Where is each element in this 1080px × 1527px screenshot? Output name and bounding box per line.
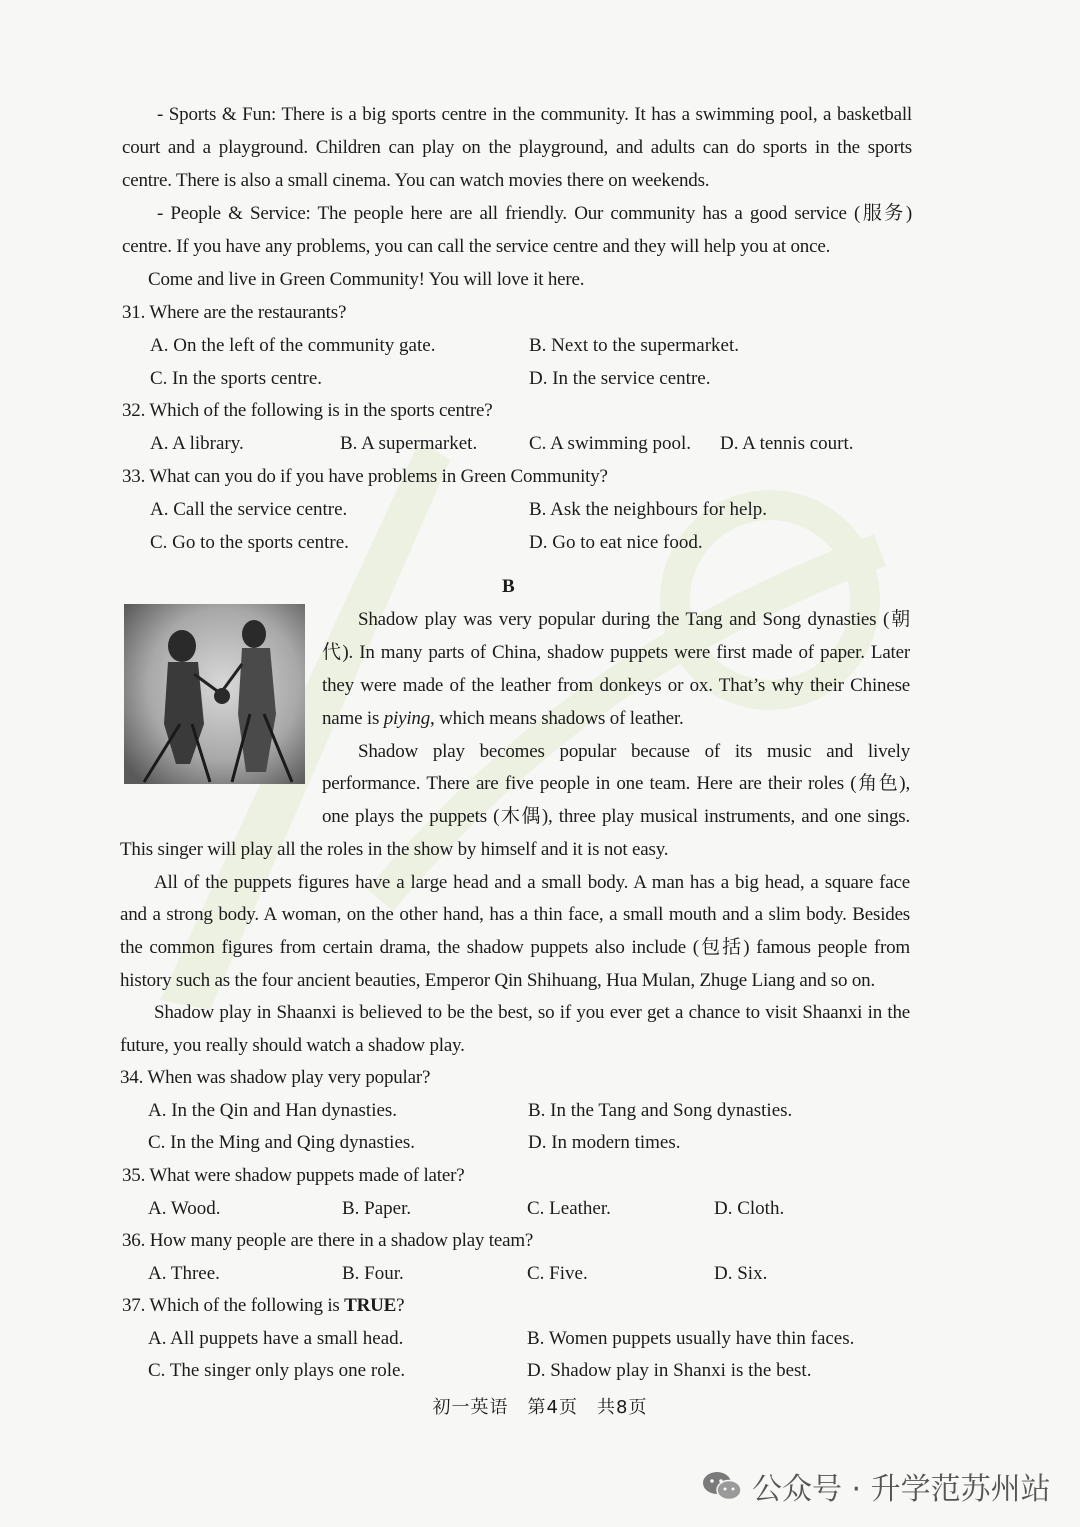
question-stem: 35. What were shadow puppets made of later? (122, 1165, 465, 1186)
passage-b-line: history such as the four ancient beauties, Emperor Qin Shihuang, Hua Mulan, Zhuge Liang and so on. (120, 970, 876, 991)
question-stem (122, 1294, 404, 1318)
option-c: C. Go to the sports centre. (150, 532, 349, 553)
text-run: ? (396, 1295, 405, 1316)
passage-b-line: This singer will play all the roles in the show by himself and it is not easy. (120, 839, 669, 860)
brand-label: 公众号 · 升学范苏州站 (752, 1472, 1051, 1507)
shadow-puppet-image (124, 604, 305, 784)
question-stem: 34. When was shadow play very popular? (120, 1067, 431, 1088)
passage-b-line: performance. There are five people in one team. Here are their roles (角色), (322, 773, 910, 794)
page-footer: 初一英语 第4页 共8页 (432, 1397, 648, 1418)
option-b: B. A supermarket. (340, 433, 478, 454)
option-c: C. A swimming pool. (529, 433, 692, 454)
italic-term: piying (383, 708, 431, 729)
passage-a-line: - People & Service: The people here are all friendly. Our community has a good service (服务) (157, 203, 912, 224)
passage-a-line: Come and live in Green Community! You will love it here. (148, 269, 585, 290)
passage-b-line: the common figures from certain drama, the shadow puppets also include (包括) famous people from (120, 937, 910, 958)
passage-b-line: Shadow play in Shaanxi is believed to be the best, so if you ever get a chance to visit Shaanxi in the (154, 1002, 910, 1023)
passage-b-line: Shadow play was very popular during the Tang and Song dynasties (朝 (358, 609, 910, 630)
option-d: D. Six. (714, 1263, 768, 1284)
passage-b-line: All of the puppets figures have a large head and a small body. A man has a big head, a square face (154, 872, 910, 893)
option-c: C. Five. (527, 1263, 588, 1284)
option-b: B. Paper. (342, 1198, 412, 1219)
option-c: C. The singer only plays one role. (148, 1360, 406, 1381)
option-d: D. Cloth. (714, 1198, 785, 1219)
option-a: A. All puppets have a small head. (148, 1328, 404, 1349)
passage-b-line: one plays the puppets (木偶), three play musical instruments, and one sings. (322, 806, 910, 827)
option-a: A. A library. (150, 433, 244, 454)
option-a: A. In the Qin and Han dynasties. (148, 1100, 398, 1121)
question-stem: 36. How many people are there in a shadow play team? (122, 1230, 534, 1251)
option-c: C. In the sports centre. (150, 368, 323, 389)
text-run: , which means shadows of leather. (430, 708, 684, 729)
passage-b-line: 代). In many parts of China, shadow puppets were first made of paper. Later (322, 642, 910, 663)
option-b: B. Ask the neighbours for help. (529, 499, 768, 520)
passage-b-line: Shadow play becomes popular because of its music and lively (358, 741, 910, 762)
shadow-puppet-photo (124, 604, 305, 784)
passage-b-line: they were made of the leather from donkeys or ox. That’s why their Chinese (322, 675, 910, 696)
option-c: C. In the Ming and Qing dynasties. (148, 1132, 416, 1153)
option-b: B. In the Tang and Song dynasties. (528, 1100, 793, 1121)
passage-a-line: centre. If you have any problems, you can call the service centre and they will help you at once. (122, 236, 831, 257)
question-stem: 31. Where are the restaurants? (122, 302, 347, 323)
option-a: A. Three. (148, 1263, 220, 1284)
option-a: A. Wood. (148, 1198, 221, 1219)
question-stem: 32. Which of the following is in the sports centre? (122, 400, 493, 421)
text-run: 37. Which of the following is (122, 1295, 345, 1316)
passage-b-line: future, you really should watch a shadow play. (120, 1035, 465, 1056)
option-d: D. A tennis court. (720, 433, 854, 454)
wechat-icon (702, 1469, 742, 1503)
option-d: D. Go to eat nice food. (529, 532, 703, 553)
option-b: B. Women puppets usually have thin faces. (527, 1328, 855, 1349)
wechat-brand (702, 1462, 1051, 1510)
passage-b-line (322, 707, 684, 731)
option-d: D. In the service centre. (529, 368, 711, 389)
passage-a-line: centre. There is also a small cinema. You can watch movies there on weekends. (122, 170, 710, 191)
passage-a-line: - Sports & Fun: There is a big sports centre in the community. It has a swimming pool, a basketball (157, 104, 912, 125)
passage-a-line: court and a playground. Children can play on the playground, and adults can do sports in the sports (122, 137, 912, 158)
emphasis: TRUE (344, 1295, 397, 1316)
option-b: B. Next to the supermarket. (529, 335, 740, 356)
section-title: B (502, 576, 515, 597)
text-run: name is (322, 708, 384, 729)
option-a: A. Call the service centre. (150, 499, 348, 520)
option-b: B. Four. (342, 1263, 404, 1284)
option-c: C. Leather. (527, 1198, 611, 1219)
passage-b-line: and a strong body. A woman, on the other hand, has a thin face, a small mouth and a slim body. Besides (120, 904, 910, 925)
question-stem: 33. What can you do if you have problems in Green Community? (122, 466, 608, 487)
option-a: A. On the left of the community gate. (150, 335, 436, 356)
option-d: D. Shadow play in Shanxi is the best. (527, 1360, 812, 1381)
option-d: D. In modern times. (528, 1132, 681, 1153)
